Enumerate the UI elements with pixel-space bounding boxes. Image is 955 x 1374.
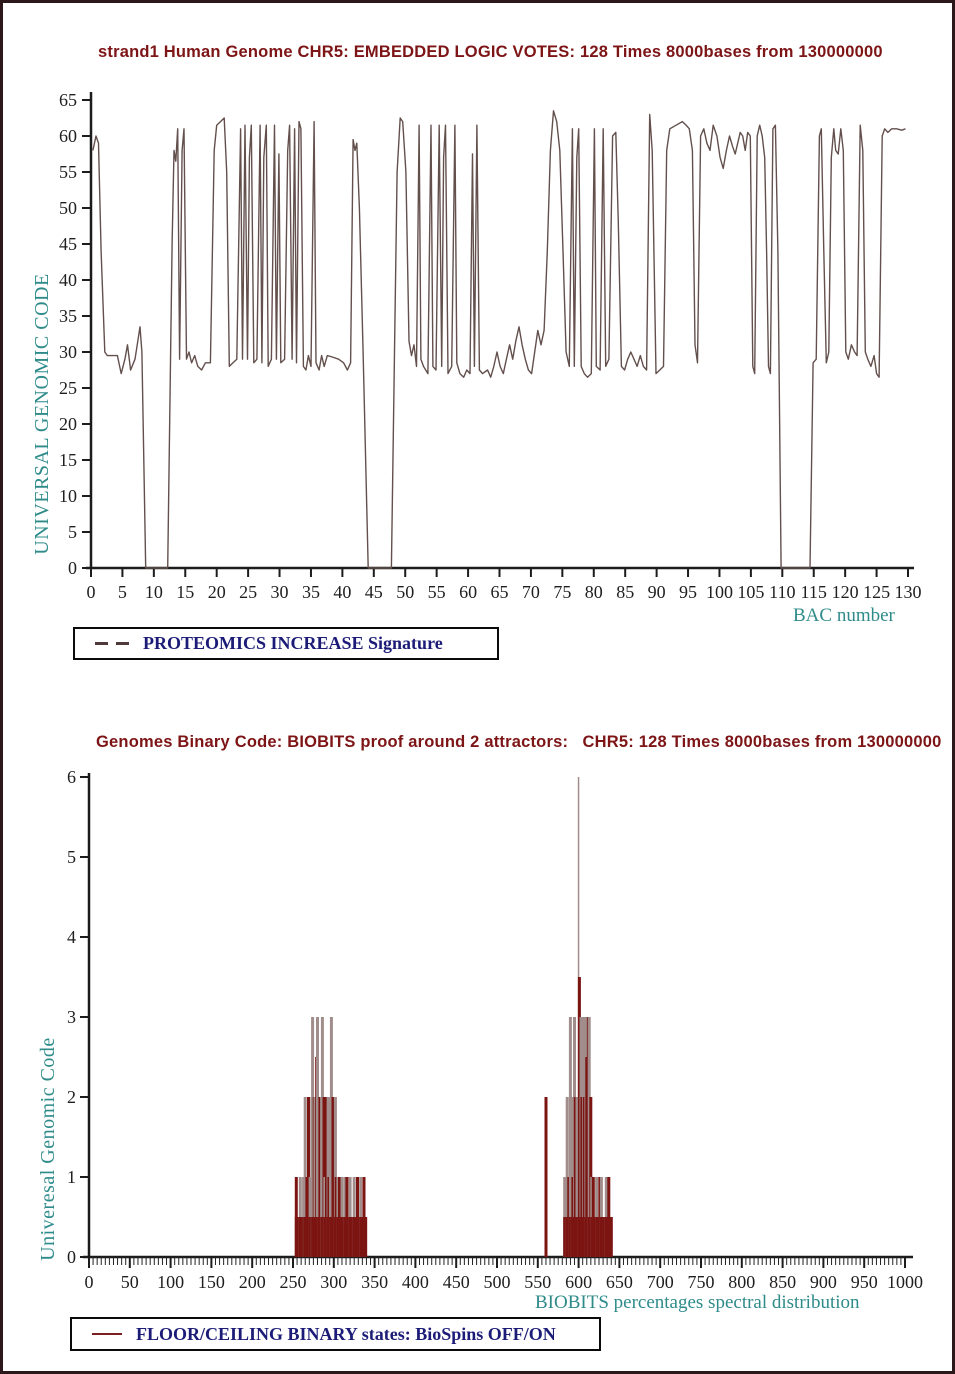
y-tick-label: 1 [67, 1167, 76, 1187]
x-tick-label: 110 [769, 582, 796, 602]
x-tick-label: 300 [320, 1272, 348, 1292]
y-tick-label: 50 [59, 198, 77, 218]
x-tick-label: 650 [605, 1272, 633, 1292]
y-tick-label: 5 [67, 847, 76, 867]
x-tick-label: 100 [705, 582, 733, 602]
x-tick-label: 120 [831, 582, 859, 602]
chart1-y-axis-title: UNIVERSAL GENOMIC CODE [31, 273, 53, 555]
x-tick-label: 90 [647, 582, 666, 602]
chart2-title: Genomes Binary Code: BIOBITS proof around 2 attractors: CHR5: 128 Times 8000bases from 130000000 [96, 733, 942, 751]
chart2-legend [70, 1317, 601, 1351]
x-tick-label: 200 [238, 1272, 266, 1292]
x-tick-label: 50 [120, 1272, 139, 1292]
x-tick-label: 350 [361, 1272, 389, 1292]
y-tick-label: 4 [67, 927, 76, 947]
chart1-title: strand1 Human Genome CHR5: EMBEDDED LOGIC VOTES: 128 Times 8000bases from 130000000 [98, 43, 883, 61]
chart2-x-axis-title: BIOBITS percentages spectral distribution [535, 1292, 860, 1313]
x-tick-label: 750 [687, 1272, 715, 1292]
x-tick-label: 30 [270, 582, 289, 602]
x-tick-label: 500 [483, 1272, 511, 1292]
y-tick-label: 60 [59, 126, 77, 146]
x-tick-label: 130 [894, 582, 922, 602]
x-tick-label: 80 [584, 582, 603, 602]
x-tick-label: 15 [176, 582, 195, 602]
solid-line-icon [92, 1333, 122, 1336]
y-tick-label: 65 [59, 90, 77, 110]
y-tick-label: 25 [59, 378, 77, 398]
y-tick-label: 0 [68, 558, 77, 578]
x-tick-label: 700 [646, 1272, 674, 1292]
chart1-legend [73, 627, 499, 660]
x-tick-label: 55 [427, 582, 446, 602]
stem-base [364, 1217, 367, 1257]
x-tick-label: 105 [737, 582, 765, 602]
x-tick-label: 10 [144, 582, 163, 602]
x-tick-label: 450 [442, 1272, 470, 1292]
x-tick-label: 250 [279, 1272, 307, 1292]
x-tick-label: 900 [809, 1272, 837, 1292]
x-tick-label: 20 [207, 582, 226, 602]
y-tick-label: 0 [67, 1247, 76, 1267]
x-tick-label: 150 [197, 1272, 225, 1292]
x-tick-label: 70 [521, 582, 540, 602]
x-tick-label: 800 [728, 1272, 756, 1292]
signature-line [93, 111, 906, 568]
x-tick-label: 35 [301, 582, 320, 602]
x-tick-label: 1000 [887, 1272, 923, 1292]
chart2-legend-label: FLOOR/CEILING BINARY states: BioSpins OFF/ON [136, 1323, 556, 1344]
chart2-plot [3, 763, 955, 1313]
dashed-line-icon [95, 642, 129, 645]
chart2-y-axis-title: Univeresal Genomic Code [37, 1037, 59, 1261]
x-tick-label: 115 [800, 582, 827, 602]
y-tick-label: 6 [67, 767, 76, 787]
x-tick-label: 550 [524, 1272, 552, 1292]
x-tick-label: 0 [86, 582, 96, 602]
y-tick-label: 3 [67, 1007, 76, 1027]
x-tick-label: 0 [84, 1272, 94, 1292]
y-tick-label: 30 [59, 342, 77, 362]
x-tick-label: 50 [396, 582, 415, 602]
x-tick-label: 85 [616, 582, 635, 602]
chart1-x-axis-title: BAC number [793, 605, 895, 626]
stem-base [610, 1217, 613, 1257]
x-tick-label: 60 [459, 582, 478, 602]
x-tick-label: 65 [490, 582, 509, 602]
y-tick-label: 45 [59, 234, 77, 254]
y-tick-label: 2 [67, 1087, 76, 1107]
x-tick-label: 75 [553, 582, 572, 602]
y-tick-label: 35 [59, 306, 77, 326]
x-tick-label: 850 [769, 1272, 797, 1292]
y-tick-label: 20 [59, 414, 77, 434]
y-tick-label: 5 [68, 522, 77, 542]
x-tick-label: 40 [333, 582, 352, 602]
x-tick-label: 950 [850, 1272, 878, 1292]
x-tick-label: 45 [364, 582, 383, 602]
x-tick-label: 125 [863, 582, 891, 602]
chart1-legend-label: PROTEOMICS INCREASE Signature [143, 633, 443, 653]
y-tick-label: 15 [59, 450, 77, 470]
y-tick-label: 10 [59, 486, 77, 506]
x-tick-label: 400 [401, 1272, 429, 1292]
x-tick-label: 100 [157, 1272, 185, 1292]
x-tick-label: 5 [117, 582, 127, 602]
y-tick-label: 55 [59, 162, 77, 182]
y-tick-label: 40 [59, 270, 77, 290]
x-tick-label: 25 [239, 582, 258, 602]
chart1-plot [3, 88, 955, 628]
stem-base [545, 1217, 548, 1257]
x-tick-label: 95 [679, 582, 698, 602]
x-tick-label: 600 [565, 1272, 593, 1292]
